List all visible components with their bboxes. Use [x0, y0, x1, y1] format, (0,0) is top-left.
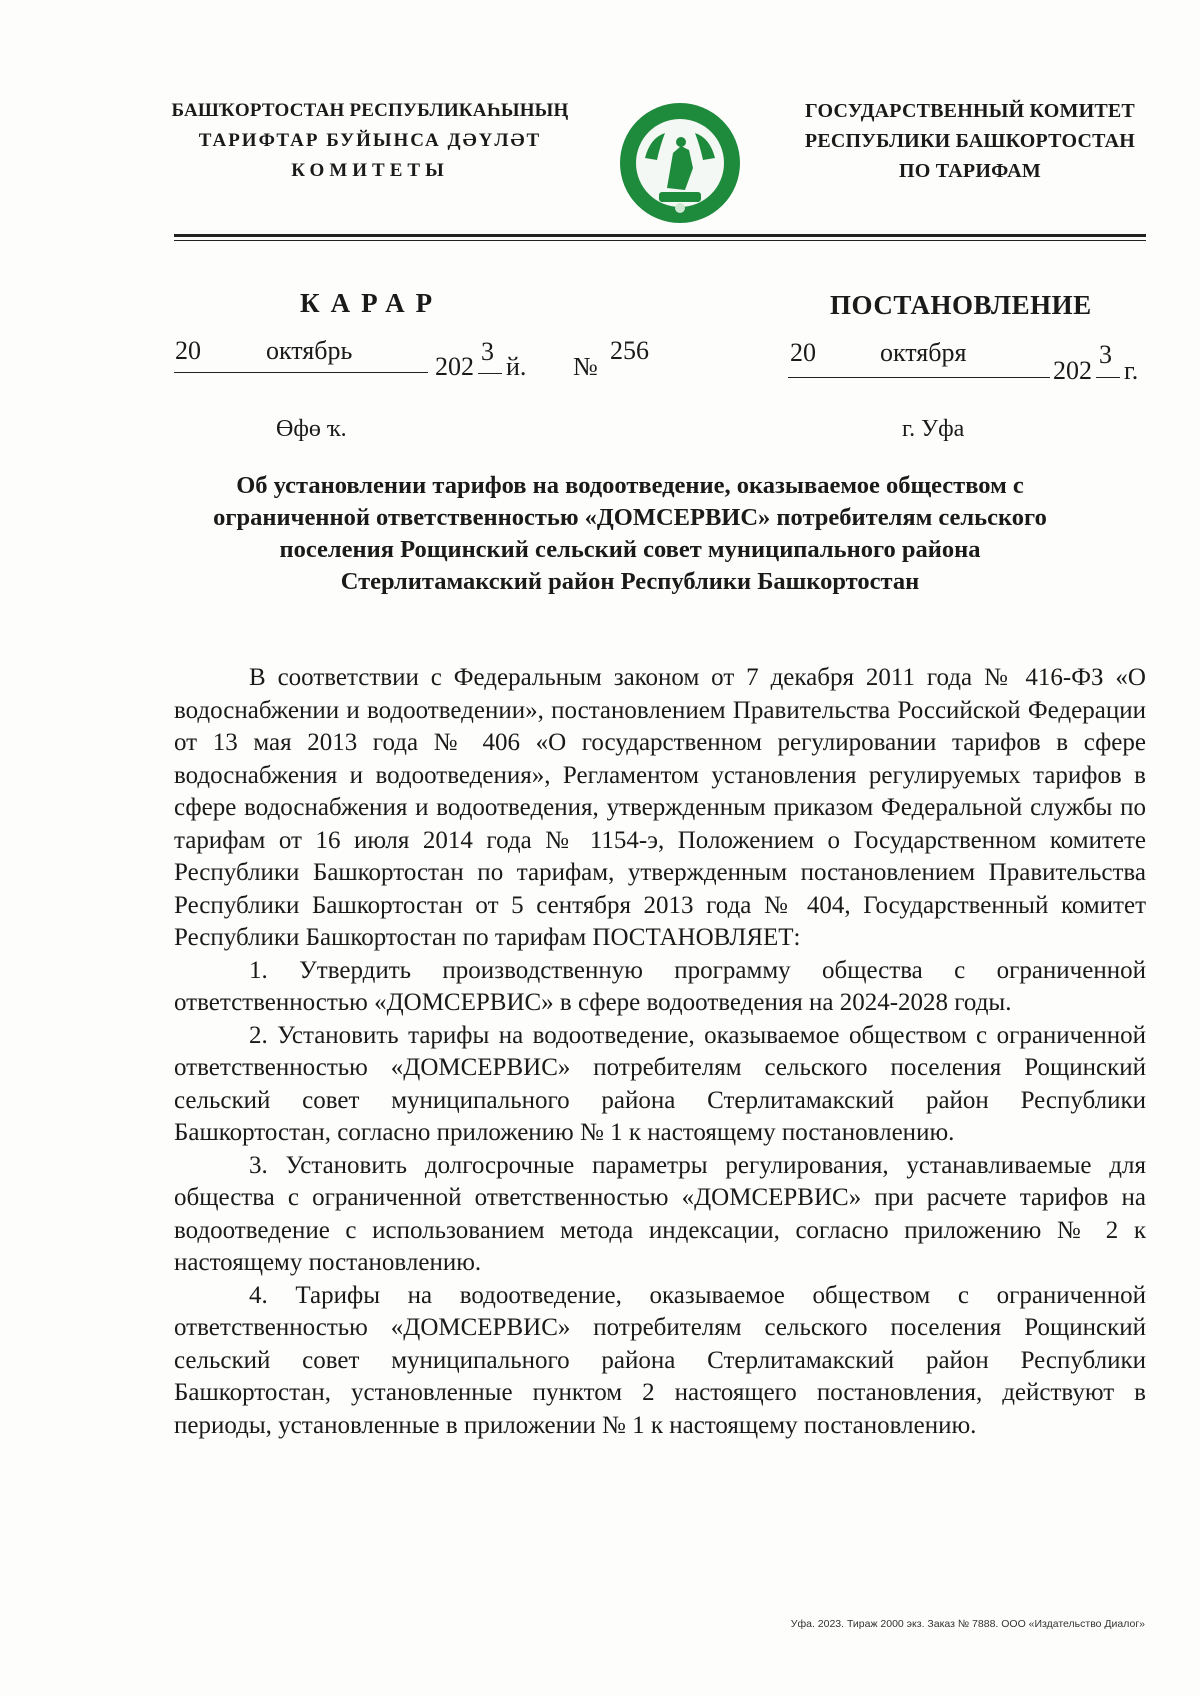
- number-sign: №: [573, 352, 598, 381]
- paragraph-item-4: 4. Тарифы на водоотведение, оказываемое обществом с ограниченной ответственностью «ДОМСЕРВИС» потребителям сельского поселения Рощинский сельский совет муниципального района Стерлитамакский район Республики Башкортостан, установленные пунктом 2 настоящего постановления, действуют в периоды, установленные в приложении № 1 к настоящему постановлению.: [174, 1281, 1146, 1439]
- date-right-day: 20: [790, 338, 816, 367]
- title-postanovlenie: ПОСТАНОВЛЕНИЕ: [830, 290, 1092, 320]
- date-right-underline: [788, 377, 1050, 378]
- date-left-underline: [174, 372, 428, 373]
- city-left: Өфө ҡ.: [276, 416, 347, 442]
- header-divider-thin: [174, 240, 1146, 241]
- header-right-line-3: ПО ТАРИФАМ: [899, 160, 1041, 182]
- date-left-year-underline: [478, 373, 502, 374]
- paragraph-preamble: В соответствии с Федеральным законом от 7 декабря 2011 года № 416-ФЗ «О водоснабжении и водоотведении», постановлением Правительства Российской Федерации от 13 мая 2013 года № 406 «О государственном регулировании тарифов в сфере водоснабжения и водоотведения», Регламентом установления регулируемых тарифов в сфере водоснабжения и водоотведения, утвержденным приказом Федеральной службы по тарифам от 16 июля 2014 года № 1154-э, Положением о Государственном комитете Республики Башкортостан по тарифам, утвержденным постановлением Правительства Республики Башкортостан от 5 сентября 2013 года № 404, Государственный комитет Республики Башкортостан по тарифам ПОСТАНОВЛЯЕТ:: [174, 664, 1146, 951]
- date-right-year-digit: 3: [1099, 340, 1112, 369]
- paragraph-item-3: 3. Установить долгосрочные параметры регулирования, устанавливаемые для общества с ограниченной ответственностью «ДОМСЕРВИС» при расчете тарифов на водоотведение с использованием метода индексации, согласно приложению № 2 к настоящему постановлению.: [174, 1151, 1146, 1276]
- paragraph-item-1: 1. Утвердить производственную программу общества с ограниченной ответственностью «ДОМСЕРВИС» в сфере водоотведения на 2024-2028 годы.: [174, 956, 1146, 1016]
- header-left-line-1: БАШҠОРТОСТАН РЕСПУБЛИКАҺЫНЫҢ: [171, 100, 569, 121]
- header-right-line-1: ГОСУДАРСТВЕННЫЙ КОМИТЕТ: [805, 100, 1135, 122]
- date-left-day: 20: [175, 336, 201, 365]
- document-title: Об установлении тарифов на водоотведение, оказываемое обществом с ограниченной ответственностью «ДОМСЕРВИС» потребителям сельского поселения Рощинский сельский совет муниципального района Стерлитамакский район Республики Башкортостан: [213, 472, 1047, 595]
- header-left-line-3: КОМИТЕТЫ: [291, 160, 449, 181]
- document-body: [174, 662, 1146, 1442]
- date-right-year-underline: [1096, 377, 1120, 378]
- header-right-line-2: РЕСПУБЛИКИ БАШКОРТОСТАН: [804, 130, 1136, 152]
- date-right-year-prefix: 202: [1053, 356, 1092, 385]
- date-right-suffix: г.: [1124, 356, 1139, 385]
- document-number: 256: [610, 336, 649, 365]
- header-left-line-2: ТАРИФТАР БУЙЫНСА ДӘҮЛӘТ: [198, 130, 542, 151]
- date-left-suffix: й.: [506, 352, 527, 381]
- header-right-russian: [780, 96, 1160, 186]
- date-left-year-digit: 3: [481, 337, 494, 366]
- header-left-bashkir: [170, 96, 570, 186]
- date-left-year-prefix: 202: [435, 352, 474, 381]
- header-divider-thick: [174, 234, 1146, 237]
- title-karar: КАРАР: [300, 288, 444, 318]
- date-right-month: октября: [880, 338, 967, 367]
- city-right: г. Уфа: [902, 416, 965, 442]
- paragraph-item-2: 2. Установить тарифы на водоотведение, оказываемое обществом с ограниченной ответственностью «ДОМСЕРВИС» потребителям сельского поселения Рощинский сельский совет муниципального района Стерлитамакский район Республики Башкортостан, согласно приложению № 1 к настоящему постановлению.: [174, 1021, 1146, 1146]
- bashkortostan-coat-of-arms-icon: [615, 98, 745, 228]
- date-left-month: октябрь: [266, 336, 353, 365]
- print-footer: Уфа. 2023. Тираж 2000 экз. Заказ № 7888. ООО «Издательство Диалог»: [790, 1618, 1145, 1630]
